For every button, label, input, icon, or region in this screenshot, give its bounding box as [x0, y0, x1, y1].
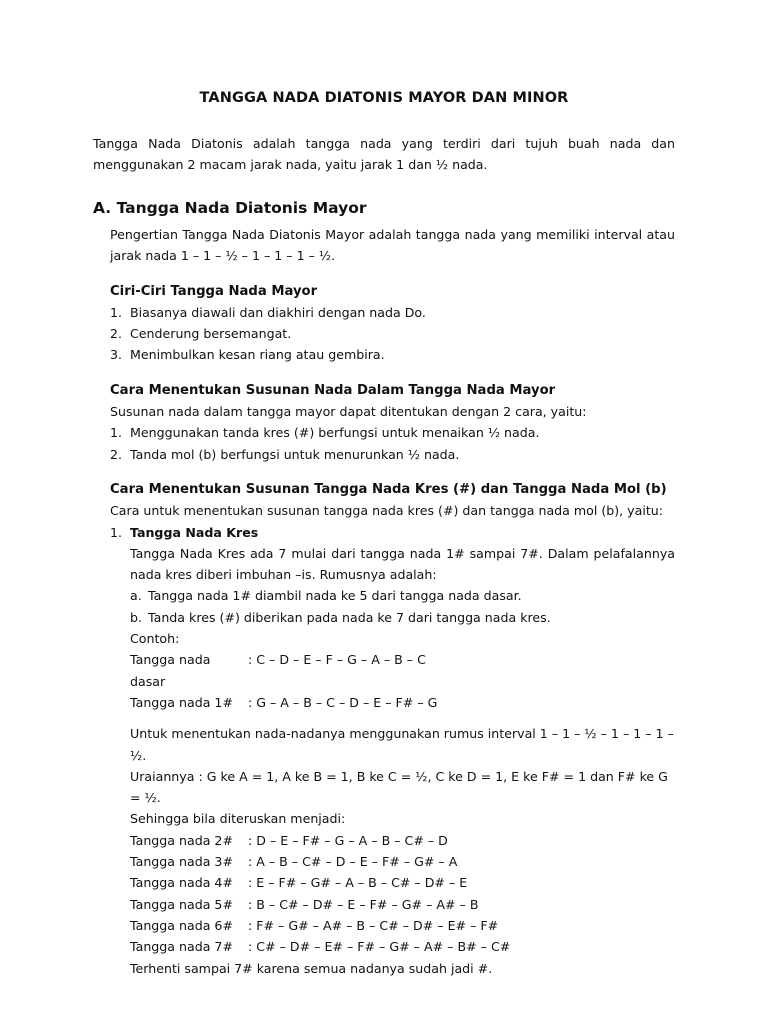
- list-item: 2. Cenderung bersemangat.: [110, 326, 292, 342]
- list-item: 3. Menimbulkan kesan riang atau gembira.: [110, 347, 385, 363]
- cara-list: [110, 422, 675, 465]
- list-item: 1. Menggunakan tanda kres (#) berfungsi untuk menaikan ½ nada.: [110, 425, 540, 441]
- example-row: Tangga nada dasar : C – D – E – F – G – A – B – C: [130, 652, 426, 689]
- explanation-line: Untuk menentukan nada-nadanya menggunakan rumus interval 1 – 1 – ½ – 1 – 1 – 1 – ½.: [130, 726, 674, 763]
- document-title: TANGGA NADA DIATONIS MAYOR DAN MINOR: [199, 90, 569, 106]
- ciri-heading: Ciri-Ciri Tangga Nada Mayor: [110, 283, 318, 299]
- kres-body: [110, 543, 675, 979]
- scale-row: Tangga nada 4# : E – F# – G# – A – B – C# – D# – E: [130, 875, 468, 891]
- closing-line: Terhenti sampai 7# karena semua nadanya sudah jadi #.: [130, 960, 493, 976]
- explanation-line: Uraiannya : G ke A = 1, A ke B = 1, B ke C = ½, C ke D = 1, E ke F# = 1 dan F# ke G = ½.: [130, 768, 668, 806]
- section-a-heading: A. Tangga Nada Diatonis Mayor: [93, 199, 367, 217]
- cara-heading: Cara Menentukan Susunan Nada Dalam Tangga Nada Mayor: [110, 382, 556, 398]
- explanation-line: Sehingga bila diteruskan menjadi:: [130, 811, 346, 827]
- list-item: 2. Tanda mol (b) berfungsi untuk menurunkan ½ nada.: [110, 446, 460, 462]
- list-item: 1. Biasanya diawali dan diakhiri dengan nada Do.: [110, 304, 426, 320]
- cara-lead: Susunan nada dalam tangga mayor dapat ditentukan dengan 2 cara, yaitu:: [110, 404, 587, 420]
- rule-item: a. Tangga nada 1# diambil nada ke 5 dari tangga nada dasar.: [130, 588, 522, 604]
- scale-row: Tangga nada 6# : F# – G# – A# – B – C# – D# – E# – F#: [130, 917, 499, 933]
- scale-row: Tangga nada 7# : C# – D# – E# – F# – G# – A# – B# – C#: [130, 939, 511, 955]
- kres-mol-heading: Cara Menentukan Susunan Tangga Nada Kres (#) dan Tangga Nada Mol (b): [110, 481, 667, 497]
- kres-description: Tangga Nada Kres ada 7 mulai dari tangga nada 1# sampai 7#. Dalam pelafalannya nada kres diberi imbuhan –is. Rumusnya adalah:: [130, 545, 675, 583]
- kres-mol-list: [110, 522, 675, 543]
- definition-paragraph: Pengertian Tangga Nada Diatonis Mayor adalah tangga nada yang memiliki interval atau jarak nada 1 – 1 – ½ – 1 – 1 – 1 – ½.: [110, 227, 675, 264]
- kres-title: Tangga Nada Kres: [130, 524, 259, 540]
- intro-paragraph: Tangga Nada Diatonis adalah tangga nada yang terdiri dari tujuh buah nada dan menggunakan 2 macam jarak nada, yaitu jarak 1 dan ½ nada.: [93, 136, 675, 173]
- rule-item: b. Tanda kres (#) diberikan pada nada ke 7 dari tangga nada kres.: [130, 609, 551, 625]
- contoh-label: Contoh:: [130, 631, 180, 647]
- kres-mol-lead: Cara untuk menentukan susunan tangga nada kres (#) dan tangga nada mol (b), yaitu:: [110, 503, 664, 519]
- section-a-body: [110, 224, 675, 979]
- list-item-tangga-nada-kres: 1. Tangga Nada Kres: [110, 524, 259, 540]
- example-row: Tangga nada 1# : G – A – B – C – D – E – F# – G: [130, 694, 438, 710]
- scale-row: Tangga nada 5# : B – C# – D# – E – F# – G# – A# – B: [130, 896, 479, 912]
- scale-row: Tangga nada 2# : D – E – F# – G – A – B – C# – D: [130, 832, 448, 848]
- ciri-list: [110, 302, 675, 366]
- scale-row: Tangga nada 3# : A – B – C# – D – E – F# – G# – A: [130, 854, 458, 870]
